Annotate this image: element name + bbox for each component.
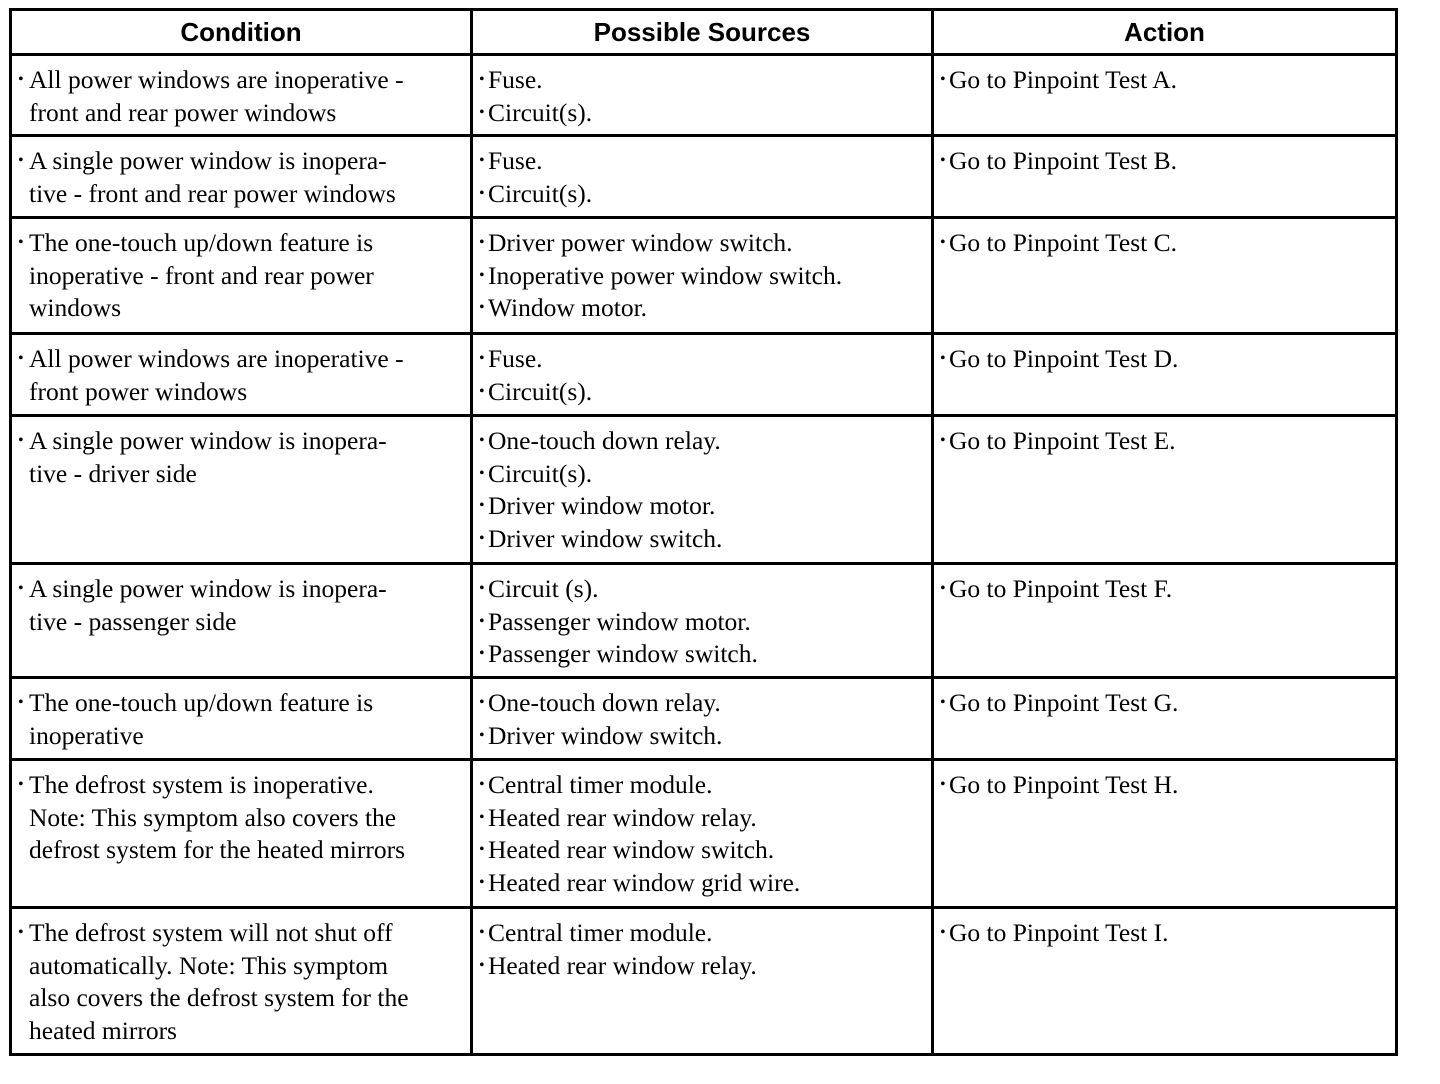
condition-cell: [11, 908, 472, 1055]
header-action: Action: [933, 10, 1397, 55]
bullet-marker: •: [479, 464, 485, 482]
sources-cell: [472, 218, 933, 334]
source-item: [479, 834, 925, 867]
source-text: Heated rear window grid wire.: [488, 867, 801, 897]
table-row: [11, 334, 1397, 416]
bullet-marker: •: [479, 299, 485, 316]
bullet-marker: •: [18, 580, 24, 597]
action-cell: [933, 908, 1397, 1055]
source-text: Window motor.: [488, 293, 648, 322]
sources-cell: [472, 55, 933, 136]
bullet-marker: •: [940, 152, 946, 169]
condition-cell: [11, 760, 472, 908]
condition-text: front and rear power windows: [29, 97, 337, 127]
source-item: [479, 64, 925, 97]
source-text: Circuit(s).: [488, 178, 593, 208]
condition-text: All power windows are inoperative -: [29, 344, 404, 373]
bullet-marker: •: [940, 924, 946, 941]
condition-line: [18, 458, 464, 491]
condition-text: tive - driver side: [29, 458, 197, 488]
bullet-marker: •: [479, 612, 485, 630]
source-item: [479, 523, 925, 556]
condition-line: [18, 376, 464, 409]
source-item: [479, 687, 925, 720]
source-text: Driver power window switch.: [488, 228, 793, 257]
header-row: [11, 10, 1397, 55]
bullet-marker: •: [479, 103, 485, 121]
source-item: [479, 769, 925, 802]
action-text: Go to Pinpoint Test F.: [949, 574, 1173, 603]
source-text: Inoperative power window switch.: [488, 260, 843, 290]
table-row: [11, 218, 1397, 334]
bullet-marker: •: [18, 924, 24, 941]
source-text: Circuit (s).: [488, 574, 599, 603]
source-text: Driver window motor.: [488, 491, 716, 520]
action-item: [940, 425, 1389, 458]
condition-line: [18, 573, 464, 606]
source-item: [479, 178, 925, 211]
source-text: Heated rear window relay.: [488, 802, 757, 832]
condition-text: also covers the defrost system for the: [29, 983, 409, 1012]
bullet-marker: •: [479, 382, 485, 400]
source-text: Heated rear window relay.: [488, 950, 757, 980]
action-item: [940, 343, 1389, 376]
condition-cell: [11, 678, 472, 760]
bullet-marker: •: [479, 152, 485, 169]
condition-line: [18, 769, 464, 802]
table-row: [11, 416, 1397, 564]
bullet-marker: •: [479, 841, 485, 858]
bullet-marker: •: [18, 432, 24, 449]
condition-line: [18, 1015, 464, 1048]
table-row: [11, 564, 1397, 678]
bullet-marker: •: [940, 71, 946, 88]
source-item: [479, 917, 925, 950]
condition-line: [18, 720, 464, 753]
bullet-marker: •: [479, 873, 485, 891]
bullet-marker: •: [479, 350, 485, 367]
condition-line: [18, 802, 464, 835]
source-text: Circuit(s).: [488, 97, 593, 127]
bullet-marker: •: [940, 234, 946, 251]
bullet-marker: •: [479, 432, 485, 449]
sources-cell: [472, 760, 933, 908]
source-text: One-touch down relay.: [488, 426, 721, 455]
bullet-marker: •: [18, 71, 24, 88]
bullet-marker: •: [479, 956, 485, 974]
condition-text: The defrost system is inoperative.: [29, 770, 374, 799]
bullet-marker: •: [18, 694, 24, 711]
action-item: [940, 64, 1389, 97]
table-row: [11, 55, 1397, 136]
condition-text: A single power window is inopera-: [29, 426, 387, 455]
bullet-marker: •: [479, 726, 485, 744]
action-text: Go to Pinpoint Test B.: [949, 146, 1177, 175]
source-item: [479, 145, 925, 178]
condition-text: The one-touch up/down feature is: [29, 228, 374, 257]
source-text: Fuse.: [488, 344, 543, 373]
bullet-marker: •: [479, 497, 485, 514]
source-item: [479, 227, 925, 260]
source-text: Central timer module.: [488, 770, 713, 799]
bullet-marker: •: [18, 350, 24, 367]
source-item: [479, 343, 925, 376]
sources-cell: [472, 136, 933, 218]
bullet-marker: •: [479, 776, 485, 793]
source-item: [479, 490, 925, 523]
sources-cell: [472, 908, 933, 1055]
condition-cell: [11, 55, 472, 136]
source-text: One-touch down relay.: [488, 688, 721, 717]
bullet-marker: •: [479, 924, 485, 941]
sources-cell: [472, 416, 933, 564]
source-item: [479, 867, 925, 900]
action-item: [940, 687, 1389, 720]
bullet-marker: •: [479, 529, 485, 547]
bullet-marker: •: [18, 776, 24, 793]
source-item: [479, 97, 925, 130]
table-row: [11, 908, 1397, 1055]
bullet-marker: •: [479, 266, 485, 284]
bullet-marker: •: [479, 645, 485, 662]
action-cell: [933, 55, 1397, 136]
condition-text: front power windows: [29, 376, 248, 406]
action-item: [940, 573, 1389, 606]
condition-cell: [11, 218, 472, 334]
source-text: Fuse.: [488, 146, 543, 175]
table-row: [11, 760, 1397, 908]
condition-text: automatically. Note: This symptom: [29, 950, 389, 980]
action-text: Go to Pinpoint Test D.: [949, 344, 1179, 373]
source-text: Passenger window switch.: [488, 639, 758, 668]
action-text: Go to Pinpoint Test I.: [949, 918, 1169, 947]
source-item: [479, 573, 925, 606]
condition-line: [18, 343, 464, 376]
source-text: Heated rear window switch.: [488, 835, 775, 864]
condition-text: A single power window is inopera-: [29, 146, 387, 175]
diagnosis-table: [9, 8, 1398, 1056]
source-item: [479, 950, 925, 983]
action-cell: [933, 218, 1397, 334]
action-cell: [933, 678, 1397, 760]
source-text: Driver window switch.: [488, 720, 723, 750]
condition-text: The defrost system will not shut off: [29, 918, 393, 947]
condition-text: All power windows are inoperative -: [29, 65, 404, 94]
action-cell: [933, 416, 1397, 564]
condition-text: The one-touch up/down feature is: [29, 688, 374, 717]
condition-line: [18, 97, 464, 130]
bullet-marker: •: [18, 234, 24, 251]
source-item: [479, 606, 925, 639]
action-cell: [933, 564, 1397, 678]
source-text: Circuit(s).: [488, 458, 593, 488]
condition-line: [18, 145, 464, 178]
condition-line: [18, 950, 464, 983]
condition-cell: [11, 564, 472, 678]
condition-line: [18, 687, 464, 720]
condition-line: [18, 917, 464, 950]
action-cell: [933, 334, 1397, 416]
bullet-marker: •: [479, 71, 485, 88]
bullet-marker: •: [940, 580, 946, 597]
source-item: [479, 425, 925, 458]
table-body: [11, 55, 1397, 1055]
condition-line: [18, 227, 464, 260]
table-row: [11, 678, 1397, 760]
action-text: Go to Pinpoint Test A.: [949, 65, 1177, 94]
condition-text: Note: This symptom also covers the: [29, 802, 397, 832]
condition-line: [18, 834, 464, 867]
bullet-marker: •: [940, 350, 946, 367]
bullet-marker: •: [479, 694, 485, 711]
condition-line: [18, 425, 464, 458]
condition-line: [18, 64, 464, 97]
source-item: [479, 292, 925, 325]
condition-cell: [11, 136, 472, 218]
action-item: [940, 227, 1389, 260]
action-item: [940, 769, 1389, 802]
sources-cell: [472, 334, 933, 416]
source-item: [479, 720, 925, 753]
condition-cell: [11, 416, 472, 564]
sources-cell: [472, 678, 933, 760]
sources-cell: [472, 564, 933, 678]
bullet-marker: •: [479, 580, 485, 597]
bullet-marker: •: [479, 184, 485, 202]
action-text: Go to Pinpoint Test C.: [949, 228, 1177, 257]
condition-text: defrost system for the heated mirrors: [29, 835, 406, 864]
condition-line: [18, 982, 464, 1015]
condition-line: [18, 292, 464, 325]
action-item: [940, 917, 1389, 950]
action-text: Go to Pinpoint Test H.: [949, 770, 1179, 799]
bullet-marker: •: [18, 152, 24, 169]
source-item: [479, 260, 925, 293]
source-item: [479, 638, 925, 671]
source-text: Fuse.: [488, 65, 543, 94]
action-text: Go to Pinpoint Test G.: [949, 688, 1179, 717]
condition-text: inoperative: [29, 720, 144, 750]
source-text: Passenger window motor.: [488, 606, 751, 636]
header-condition: Condition: [11, 10, 472, 55]
source-item: [479, 458, 925, 491]
condition-text: tive - front and rear power windows: [29, 178, 396, 208]
action-text: Go to Pinpoint Test E.: [949, 426, 1176, 455]
condition-cell: [11, 334, 472, 416]
table-row: [11, 136, 1397, 218]
bullet-marker: •: [479, 234, 485, 251]
action-cell: [933, 760, 1397, 908]
action-item: [940, 145, 1389, 178]
action-cell: [933, 136, 1397, 218]
condition-text: windows: [29, 293, 122, 322]
condition-text: heated mirrors: [29, 1015, 177, 1045]
condition-line: [18, 606, 464, 639]
condition-text: A single power window is inopera-: [29, 574, 387, 603]
bullet-marker: •: [940, 432, 946, 449]
bullet-marker: •: [479, 808, 485, 826]
source-item: [479, 802, 925, 835]
source-text: Circuit(s).: [488, 376, 593, 406]
bullet-marker: •: [940, 776, 946, 793]
source-item: [479, 376, 925, 409]
condition-line: [18, 260, 464, 293]
condition-text: tive - passenger side: [29, 606, 237, 636]
condition-text: inoperative - front and rear power: [29, 260, 374, 290]
condition-line: [18, 178, 464, 211]
source-text: Driver window switch.: [488, 523, 723, 553]
bullet-marker: •: [940, 694, 946, 711]
header-possible-sources: Possible Sources: [472, 10, 933, 55]
source-text: Central timer module.: [488, 918, 713, 947]
